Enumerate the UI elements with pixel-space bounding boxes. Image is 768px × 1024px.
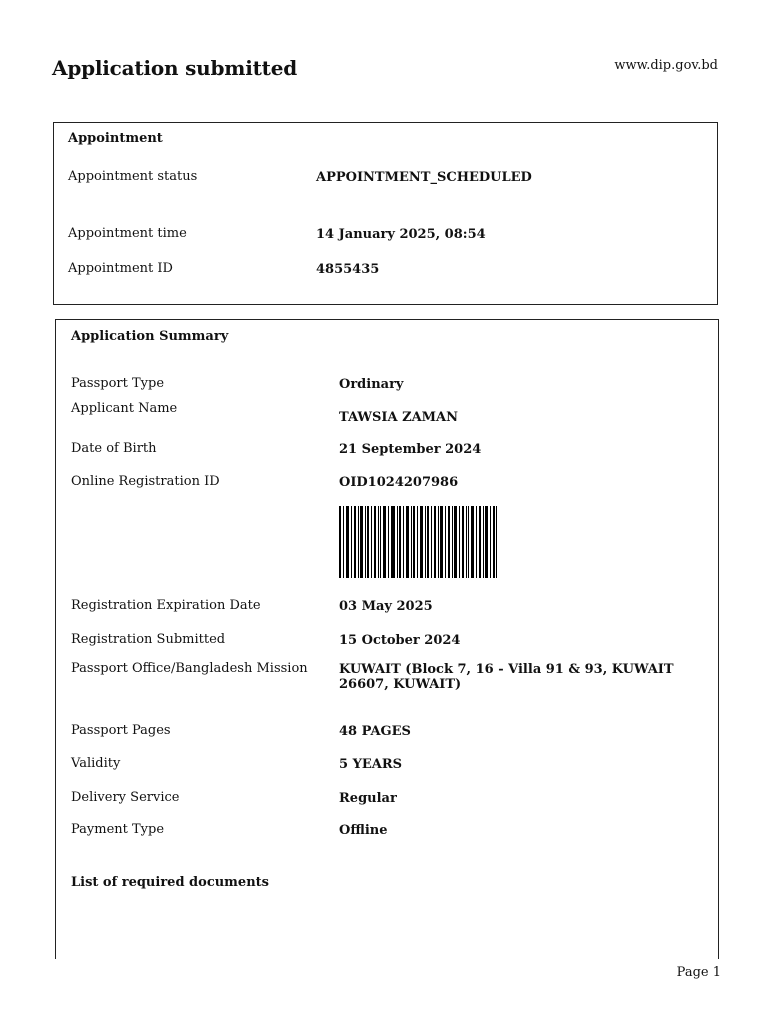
appointment-status-value: APPOINTMENT_SCHEDULED	[316, 170, 532, 185]
registration-barcode	[339, 506, 497, 578]
appointment-section	[53, 122, 718, 305]
appointment-id-value: 4855435	[316, 262, 380, 277]
summary-section-title: Application Summary	[71, 329, 229, 344]
applicant-name-value: TAWSIA ZAMAN	[339, 410, 459, 425]
date-of-birth-value: 21 September 2024	[339, 442, 482, 457]
online-registration-id-label: Online Registration ID	[71, 474, 220, 489]
passport-type-value: Ordinary	[339, 377, 404, 392]
page-title: Application submitted	[52, 56, 298, 80]
registration-expiration-date-label: Registration Expiration Date	[71, 598, 261, 613]
required-documents-title: List of required documents	[71, 875, 269, 890]
application-summary-section	[55, 319, 719, 959]
appointment-time-label: Appointment time	[68, 226, 187, 241]
payment-type-label: Payment Type	[71, 822, 165, 837]
passport-office-value: KUWAIT (Block 7, 16 - Villa 91 & 93, KUWAIT 26607, KUWAIT)	[339, 662, 674, 692]
appointment-time-value: 14 January 2025, 08:54	[316, 227, 486, 242]
delivery-service-value: Regular	[339, 791, 397, 806]
online-registration-id-value: OID1024207986	[339, 475, 459, 490]
date-of-birth-label: Date of Birth	[71, 441, 157, 456]
registration-expiration-date-value: 03 May 2025	[339, 599, 433, 614]
passport-office-label: Passport Office/Bangladesh Mission	[71, 661, 308, 676]
registration-submitted-value: 15 October 2024	[339, 633, 461, 648]
website-url: www.dip.gov.bd	[614, 58, 718, 73]
validity-value: 5 YEARS	[339, 757, 403, 772]
payment-type-value: Offline	[339, 823, 388, 838]
page-number: Page 1	[676, 965, 721, 980]
passport-pages-value: 48 PAGES	[339, 724, 411, 739]
appointment-section-title: Appointment	[68, 131, 163, 146]
validity-label: Validity	[71, 756, 121, 771]
applicant-name-label: Applicant Name	[71, 401, 178, 416]
passport-pages-label: Passport Pages	[71, 723, 171, 738]
appointment-id-label: Appointment ID	[68, 261, 173, 276]
registration-submitted-label: Registration Submitted	[71, 632, 226, 647]
delivery-service-label: Delivery Service	[71, 790, 180, 805]
appointment-status-label: Appointment status	[68, 169, 198, 184]
passport-type-label: Passport Type	[71, 376, 165, 391]
